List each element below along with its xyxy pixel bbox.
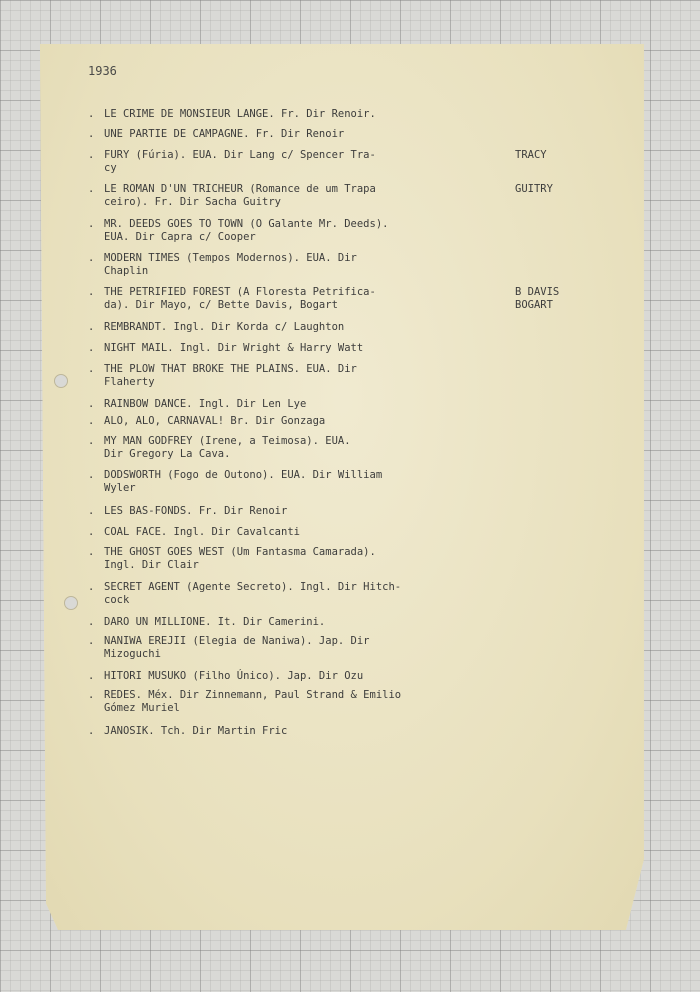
side-note-guitry: GUITRY bbox=[515, 183, 553, 195]
list-item: . THE GHOST GOES WEST (Um Fantasma Camarada). Ingl. Dir Clair bbox=[88, 546, 376, 571]
list-item: . LE CRIME DE MONSIEUR LANGE. Fr. Dir Renoir. bbox=[88, 108, 376, 120]
list-item: . THE PLOW THAT BROKE THE PLAINS. EUA. Dir Flaherty bbox=[88, 363, 357, 388]
bullet: . bbox=[88, 581, 95, 593]
bullet: . bbox=[88, 108, 95, 120]
bullet: . bbox=[88, 218, 95, 230]
list-item: . MODERN TIMES (Tempos Modernos). EUA. Dir Chaplin bbox=[88, 252, 357, 277]
bullet: . bbox=[88, 321, 95, 333]
bullet: . bbox=[88, 342, 95, 354]
list-item: . ALO, ALO, CARNAVAL! Br. Dir Gonzaga bbox=[88, 415, 326, 427]
list-item: . REMBRANDT. Ingl. Dir Korda c/ Laughton bbox=[88, 321, 345, 333]
bullet: . bbox=[88, 183, 95, 195]
side-note-bogart: BOGART bbox=[515, 299, 553, 311]
list-item: . MY MAN GODFREY (Irene, a Teimosa). EUA. Dir Gregory La Cava. bbox=[88, 435, 351, 460]
punch-hole-bottom bbox=[64, 596, 78, 610]
bullet: . bbox=[88, 670, 95, 682]
bullet: . bbox=[88, 505, 95, 517]
bullet: . bbox=[88, 725, 95, 737]
bullet: . bbox=[88, 128, 95, 140]
punch-hole-top bbox=[54, 374, 68, 388]
bullet: . bbox=[88, 546, 95, 558]
list-item: . UNE PARTIE DE CAMPAGNE. Fr. Dir Renoir bbox=[88, 128, 345, 140]
bullet: . bbox=[88, 363, 95, 375]
bullet: . bbox=[88, 435, 95, 447]
list-item: . DODSWORTH (Fogo de Outono). EUA. Dir William Wyler bbox=[88, 469, 383, 494]
list-item: . NANIWA EREJII (Elegia de Naniwa). Jap. Dir Mizoguchi bbox=[88, 635, 370, 660]
side-note-tracy: TRACY bbox=[515, 149, 547, 161]
list-item: . MR. DEEDS GOES TO TOWN (O Galante Mr. Deeds). EUA. Dir Capra c/ Cooper bbox=[88, 218, 389, 243]
bullet: . bbox=[88, 286, 95, 298]
list-item: . RAINBOW DANCE. Ingl. Dir Len Lye bbox=[88, 398, 307, 410]
list-item: . LES BAS-FONDS. Fr. Dir Renoir bbox=[88, 505, 288, 517]
bullet: . bbox=[88, 398, 95, 410]
list-item: . FURY (Fúria). EUA. Dir Lang c/ Spencer Tra- cy bbox=[88, 149, 376, 174]
bullet: . bbox=[88, 635, 95, 647]
side-note-bdavis: B DAVIS bbox=[515, 286, 560, 298]
list-item: . HITORI MUSUKO (Filho Único). Jap. Dir Ozu bbox=[88, 670, 364, 682]
list-item: . LE ROMAN D'UN TRICHEUR (Romance de um Trapa ceiro). Fr. Dir Sacha Guitry bbox=[88, 183, 376, 208]
list-item: . DARO UN MILLIONE. It. Dir Camerini. bbox=[88, 616, 326, 628]
list-item: . NIGHT MAIL. Ingl. Dir Wright & Harry Watt bbox=[88, 342, 364, 354]
bullet: . bbox=[88, 252, 95, 264]
bullet: . bbox=[88, 149, 95, 161]
bullet: . bbox=[88, 689, 95, 701]
list-item: . SECRET AGENT (Agente Secreto). Ingl. Dir Hitch- cock bbox=[88, 581, 402, 606]
list-item: . JANOSIK. Tch. Dir Martin Fric bbox=[88, 725, 288, 737]
bullet: . bbox=[88, 526, 95, 538]
list-item: . REDES. Méx. Dir Zinnemann, Paul Strand & Emilio Gómez Muriel bbox=[88, 689, 402, 714]
bullet: . bbox=[88, 616, 95, 628]
bullet: . bbox=[88, 415, 95, 427]
bullet: . bbox=[88, 469, 95, 481]
list-item: . THE PETRIFIED FOREST (A Floresta Petrifica- da). Dir Mayo, c/ Bette Davis, Bogart bbox=[88, 286, 376, 311]
list-item: . COAL FACE. Ingl. Dir Cavalcanti bbox=[88, 526, 300, 538]
page-year: 1936 bbox=[88, 64, 117, 78]
